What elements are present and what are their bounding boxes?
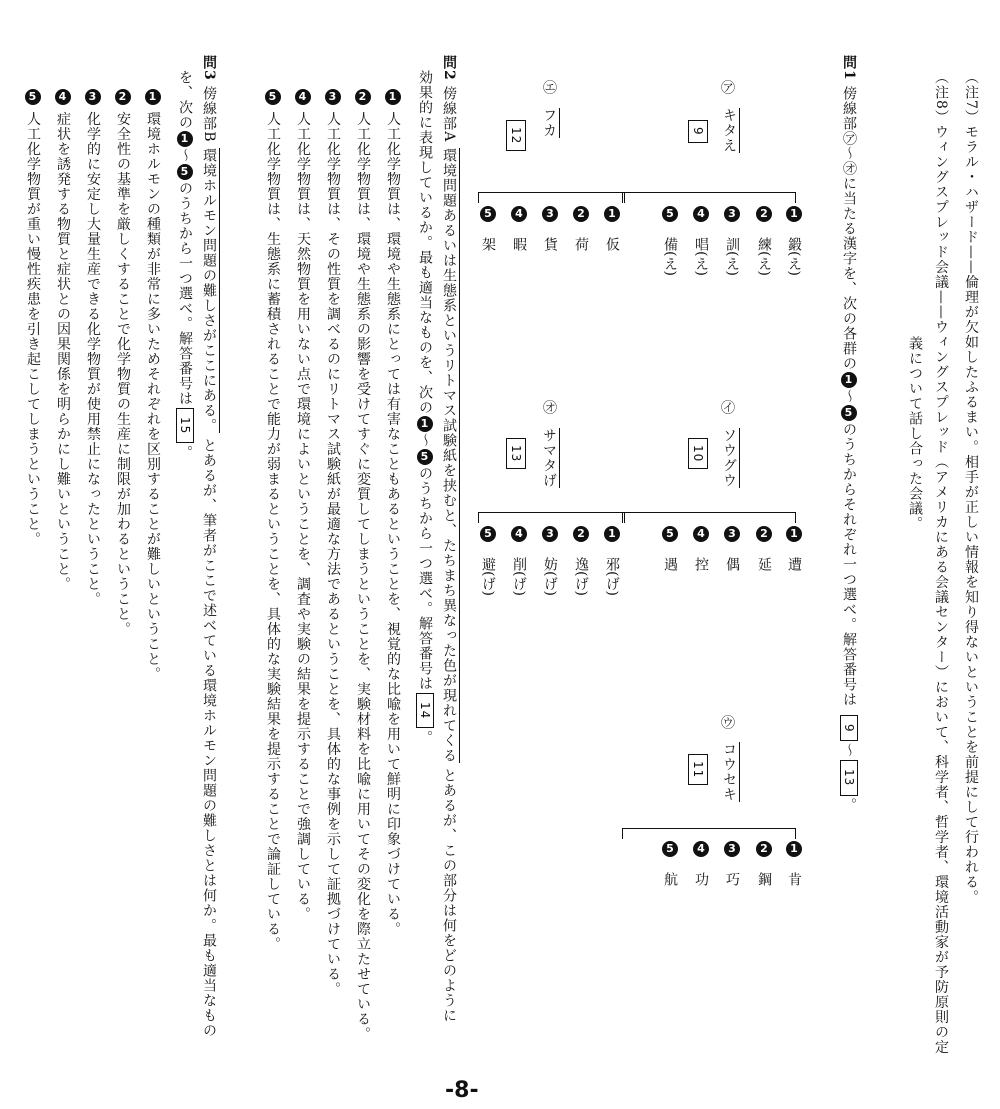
answer-box-14[interactable]: 14	[416, 693, 434, 728]
choice[interactable]: 控	[693, 557, 709, 571]
choice[interactable]: 暇	[511, 237, 527, 251]
q3-choice-3[interactable]: 3 化学的に安定し大量生産できる化学物質が使用禁止になったということ。	[85, 90, 101, 607]
q2-choice-5[interactable]: 5 人工化学物質は、生態系に蓄積されることで能力が弱まるということを、具体的な実験結果を提示することで論証している。	[265, 90, 281, 952]
q1-item-c-word: コウセキ	[720, 742, 738, 802]
q1-prompt-a: 傍線部㋐〜㋔に当たる漢字を、次の各群の	[841, 86, 857, 372]
choice[interactable]: 偶	[724, 557, 740, 571]
page-number: -8-	[445, 1078, 479, 1103]
choice[interactable]: 仮	[604, 237, 620, 251]
q2-line-2: 効果的に表現しているか。最も適当なものを、次の1〜5のうちから一つ選べ。解答番号は14。	[417, 70, 433, 746]
q1-item-c-bracket	[622, 828, 796, 839]
q1-item-d-bracket	[478, 192, 625, 203]
choice[interactable]: 備(え)	[662, 237, 678, 276]
q3-choice-5[interactable]: 5 人工化学物質が重い慢性疾患を引き起こしてしまうということ。	[25, 90, 41, 547]
choice[interactable]: 架	[480, 237, 496, 251]
q1-item-e-box[interactable]: 13	[506, 436, 526, 471]
q1-prompt-b: のうちからそれぞれ一つ選べ。解答番号は	[841, 422, 857, 708]
choice[interactable]: 避(げ)	[480, 557, 496, 596]
choice[interactable]: 遇	[662, 557, 678, 571]
note-8-cont: 義について話し合った会議。	[907, 336, 923, 531]
q3-line-1	[200, 55, 218, 1038]
note-7: （注7）モラル・ハザード——倫理が欠如したふるまい。相手が正しい情報を知り得ないということを前提にして行われる。	[963, 70, 979, 905]
choice[interactable]: 功	[693, 872, 709, 886]
answer-box-15[interactable]: 15	[176, 408, 194, 443]
q1-item-d-box[interactable]: 12	[506, 118, 526, 153]
q1-item-c-box[interactable]: 11	[688, 752, 708, 787]
note-7-text: 倫理が欠如したふるまい。相手が正しい情報を知り得ないということを前提にして行われる。	[963, 274, 979, 905]
q1-item-a-box[interactable]: 9	[688, 118, 708, 145]
answer-box-13[interactable]: 13	[840, 760, 858, 795]
q1-item-b-word: ソウグウ	[720, 428, 738, 488]
q1-item-e-bracket	[478, 512, 625, 523]
q3-label: 問3	[201, 55, 217, 81]
q2-choice-3[interactable]: 3 人工化学物質は、その性質を調べるのにリトマス試験紙が最適な方法であるということを、具体的な事例を示して証拠づけている。	[325, 90, 341, 997]
q2-underline-label: 傍線部A	[441, 86, 457, 143]
q2-choice-1[interactable]: 1 人工化学物質は、環境や生態系にとっては有害なこともあるということを、視覚的な比喩を用いて鮮明に印象づけている。	[385, 90, 401, 937]
q3-choice-4[interactable]: 4 症状を誘発する物質と症状との因果関係を明らかにし難いということ。	[55, 90, 71, 592]
q1-item-e-word: サマタげ	[540, 428, 558, 488]
choice[interactable]: 巧	[724, 872, 740, 886]
q2-underlined-text: 環境問題あるいは生態系というリトマス試験紙を挟むと、たちまち異なった色が現れてくる	[441, 148, 460, 763]
q3-underlined-text: 環境ホルモン問題の難しさがここにある。	[201, 148, 220, 433]
q2-line1-tail: とあるが、この部分は何をどのように	[441, 768, 457, 1024]
q1-item-a-mark: ㋐	[719, 80, 735, 95]
choice[interactable]: 延	[756, 557, 772, 571]
note-8-text: ウィングスプレッド（アメリカにある会議センター）において、科学者、哲学者、環境活動家が予防原則の定	[933, 319, 949, 1055]
q1-prompt: 問1 傍線部㋐〜㋔に当たる漢字を、次の各群の1〜5のうちからそれぞれ一つ選べ。解答番号は 9〜13。	[841, 55, 857, 813]
q3-underline-label: 傍線部B	[201, 86, 217, 143]
note-8: （注8）ウィングスプレッド会議——ウィングスプレッド（アメリカにある会議センター）において、科学者、哲学者、環境活動家が予防原則の定	[933, 70, 949, 1055]
choice[interactable]: 遭	[786, 557, 802, 571]
q1-label: 問1	[841, 55, 857, 81]
answer-box-9[interactable]: 9	[840, 715, 858, 742]
choice[interactable]: 航	[662, 872, 678, 886]
q1-item-c-mark: ㋒	[719, 715, 735, 730]
choice[interactable]: 荷	[573, 237, 589, 251]
note-8-term: ウィングスプレッド会議	[933, 124, 949, 290]
q1-item-b-mark: ㋑	[719, 400, 735, 415]
q3-line-2: を、次の1〜5のうちから一つ選べ。解答番号は15。	[177, 70, 193, 461]
note-7-label: （注7）	[963, 70, 979, 125]
q1-item-a-bracket	[622, 192, 796, 203]
q1-item-d-mark: ㋓	[541, 80, 557, 95]
choice[interactable]: 肯	[786, 872, 802, 886]
q1-item-e-mark: ㋔	[541, 400, 557, 415]
q1-item-d-word: フカ	[540, 108, 558, 138]
choice[interactable]: 邪(げ)	[604, 557, 620, 596]
choice[interactable]: 妨(げ)	[542, 557, 558, 596]
choice[interactable]: 練(え)	[756, 237, 772, 276]
choice[interactable]: 貨	[542, 237, 558, 251]
choice[interactable]: 訓(え)	[724, 237, 740, 276]
q1-item-b-bracket	[622, 512, 796, 523]
q2-label: 問2	[441, 55, 457, 81]
circle-5: 5	[841, 405, 857, 421]
q2-line-1	[440, 55, 458, 1023]
q1-item-b-box[interactable]: 10	[688, 436, 708, 471]
choice[interactable]: 鍛(え)	[786, 237, 802, 276]
note-7-term: モラル・ハザード	[963, 124, 979, 245]
q2-choice-2[interactable]: 2 人工化学物質は、環境や生態系の影響を受けてすぐに変質してしまうということを、実験材料を比喩に用いてその変化を際立たせている。	[355, 90, 371, 1042]
note-8-label: （注8）	[933, 70, 949, 125]
q2-choice-4[interactable]: 4 人工化学物質は、天然物質を用いない点で環境によいということを、調査や実験の結果を提示することで強調している。	[295, 90, 311, 922]
q1-item-a-word: キタえ	[720, 108, 738, 153]
q1-item-a-choices: 1鍛(え)	[786, 207, 802, 276]
circle-1: 1	[841, 372, 857, 388]
choice[interactable]: 鋼	[756, 872, 772, 886]
choice[interactable]: 唱(え)	[693, 237, 709, 276]
q3-choice-2[interactable]: 2 安全性の基準を厳しくすることで化学物質の生産に制限が加わるということ。	[115, 90, 131, 637]
choice[interactable]: 逸(げ)	[573, 557, 589, 596]
choice[interactable]: 削(げ)	[511, 557, 527, 596]
q3-line1-tail: とあるが、筆者がここで述べている環境ホルモン問題の難しさとは何か。最も適当なもの	[201, 438, 217, 1039]
q3-choice-1[interactable]: 1 環境ホルモンの種類が非常に多いためそれぞれを区別することが難しいということ。	[145, 90, 161, 682]
